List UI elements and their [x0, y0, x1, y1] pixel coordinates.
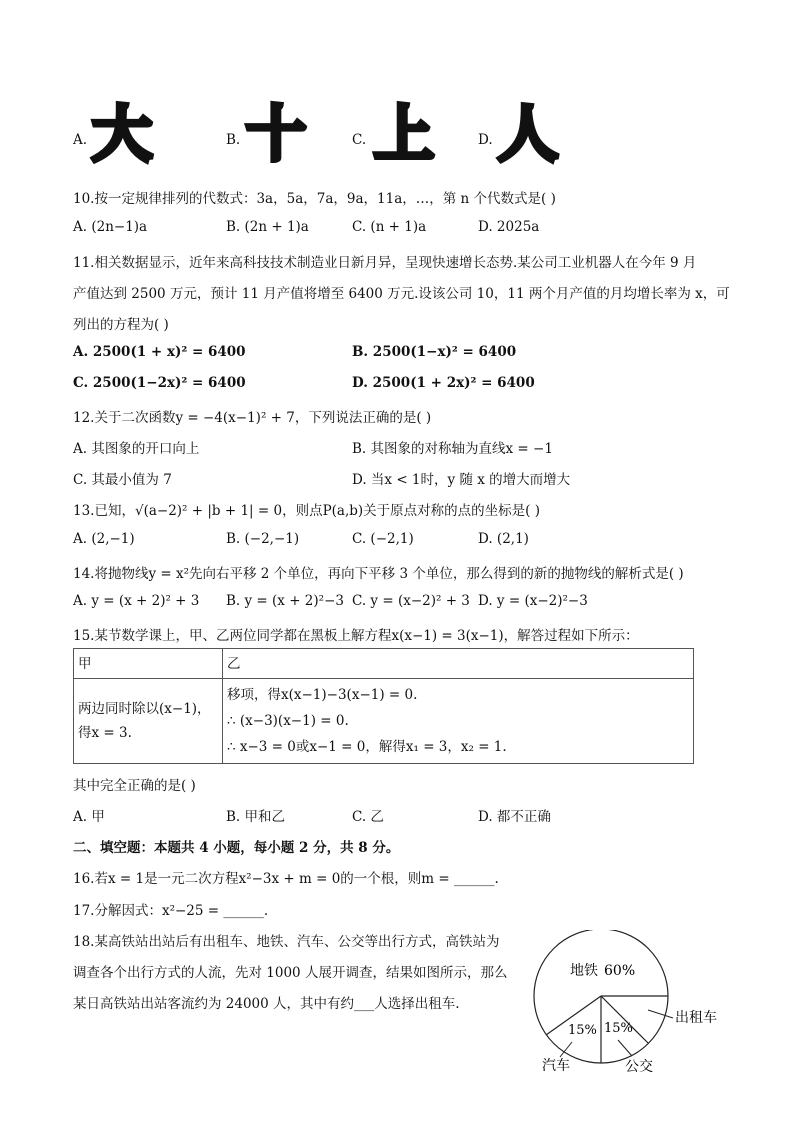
q11-option-d: D. 2500(1 + 2x)² = 6400 — [352, 375, 535, 391]
q16-stem: 16.若x = 1是一元二次方程x²−3x + m = 0的一个根，则m = ______. — [73, 871, 499, 887]
q14-option-b: B. y = (x + 2)²−3 — [226, 593, 344, 609]
slice-value-car: 15% — [568, 1023, 597, 1038]
q18-line-1: 18.某高铁站出站后有出租车、地铁、汽车、公交等出行方式，高铁站为 — [73, 934, 500, 950]
q10-option-a: A. (2n−1)a — [73, 219, 148, 235]
q15-b-line-1: 移项，得x(x−1)−3(x−1) = 0. — [227, 687, 418, 703]
q14-stem: 14.将抛物线y = x²先向右平移 2 个单位，再向下平移 3 个单位，那么得到的新的抛物线的解析式是( ) — [73, 566, 684, 582]
q9-option-a-glyph: 大 — [92, 100, 152, 170]
leader-car — [560, 1042, 572, 1057]
slice-label-taxi: 出租车 — [675, 1010, 717, 1026]
q10-option-c: C. (n + 1)a — [352, 219, 427, 235]
q10-option-b: B. (2n + 1)a — [226, 219, 309, 235]
q9-option-a-letter: A. — [73, 132, 88, 148]
slice-label-bus: 公交 — [625, 1059, 653, 1075]
q15-question: 其中完全正确的是( ) — [73, 778, 196, 794]
q14-option-a: A. y = (x + 2)² + 3 — [73, 593, 200, 609]
q10-stem: 10.按一定规律排列的代数式：3a，5a，7a，9a，11a，…，第 n 个代数式是( ) — [73, 191, 556, 207]
section-2-heading: 二、填空题：本题共 4 小题，每小题 2 分，共 8 分。 — [73, 840, 400, 856]
q11-line-1: 11.相关数据显示，近年来高科技技术制造业日新月异，呈现快速增长态势.某公司工业机器人在今年 9 月 — [73, 255, 697, 271]
q12-option-c: C. 其最小值为 7 — [73, 472, 172, 488]
q14-option-d: D. y = (x−2)²−3 — [478, 593, 588, 609]
pie-chart — [520, 930, 760, 1080]
q15-head-a: 甲 — [74, 649, 223, 679]
q15-option-d: D. 都不正确 — [478, 809, 551, 825]
q13-option-a: A. (2,−1) — [73, 531, 135, 547]
q15-head-b: 乙 — [223, 649, 694, 679]
q9-option-d-letter: D. — [478, 132, 493, 148]
q18-line-3: 某日高铁站出站客流约为 24000 人，其中有约___人选择出租车. — [73, 996, 460, 1012]
slice-label-car: 汽车 — [542, 1058, 570, 1074]
slice-value-metro: 60% — [604, 963, 636, 979]
q9-option-d-glyph: 人 — [498, 100, 558, 170]
q15-option-b: B. 甲和乙 — [226, 809, 286, 825]
q17-stem: 17.分解因式：x²−25 = ______. — [73, 903, 269, 919]
q12-stem: 12.关于二次函数y = −4(x−1)² + 7，下列说法正确的是( ) — [73, 410, 432, 426]
leader-taxi — [648, 1010, 673, 1018]
q13-option-b: B. (−2,−1) — [226, 531, 300, 547]
q13-option-d: D. (2,1) — [478, 531, 529, 547]
q13-option-c: C. (−2,1) — [352, 531, 414, 547]
q9-option-b-glyph: 十 — [246, 100, 306, 170]
q15-b-line-3: ∴ x−3 = 0或x−1 = 0，解得x₁ = 3，x₂ = 1. — [227, 739, 507, 755]
q13-stem: 13.已知，√(a−2)² + |b + 1| = 0，则点P(a,b)关于原点对称的点的坐标是( ) — [73, 503, 540, 519]
q12-option-b: B. 其图象的对称轴为直线x = −1 — [352, 441, 553, 457]
q9-option-c-letter: C. — [352, 132, 367, 148]
q9-option-b-letter: B. — [226, 132, 241, 148]
q15-option-c: C. 乙 — [352, 809, 384, 825]
leader-bus — [618, 1040, 632, 1056]
q15-cell-b — [223, 679, 694, 764]
q14-option-c: C. y = (x−2)² + 3 — [352, 593, 470, 609]
q15-a-line-2: 得x = 3. — [78, 725, 132, 741]
q10-option-d: D. 2025a — [478, 219, 540, 235]
q12-option-d: D. 当x < 1时，y 随 x 的增大而增大 — [352, 472, 571, 488]
q11-option-b: B. 2500(1−x)² = 6400 — [352, 344, 517, 360]
q15-stem: 15.某节数学课上，甲、乙两位同学都在黑板上解方程x(x−1) = 3(x−1)，解答过程如下所示： — [73, 628, 639, 644]
q15-cell-a — [74, 679, 223, 764]
q9-option-c-glyph: 上 — [374, 100, 434, 170]
q11-option-a: A. 2500(1 + x)² = 6400 — [73, 344, 246, 360]
slice-value-bus: 15% — [604, 1021, 633, 1036]
q11-line-2: 产值达到 2500 万元，预计 11 月产值将增至 6400 万元.设该公司 10，11 两个月产值的月均增长率为 x，可 — [73, 286, 730, 302]
q12-option-a: A. 其图象的开口向上 — [73, 441, 200, 457]
q15-b-line-2: ∴ (x−3)(x−1) = 0. — [227, 713, 349, 729]
q15-a-line-1: 两边同时除以(x−1)， — [78, 701, 211, 717]
q11-line-3: 列出的方程为( ) — [73, 317, 169, 333]
q11-option-c: C. 2500(1−2x)² = 6400 — [73, 375, 246, 391]
slice-label-metro: 地铁 — [570, 963, 598, 979]
q15-option-a: A. 甲 — [73, 809, 105, 825]
q15-solution-table — [73, 648, 694, 764]
q18-line-2: 调查各个出行方式的人流，先对 1000 人展开调查，结果如图所示，那么 — [73, 965, 508, 981]
